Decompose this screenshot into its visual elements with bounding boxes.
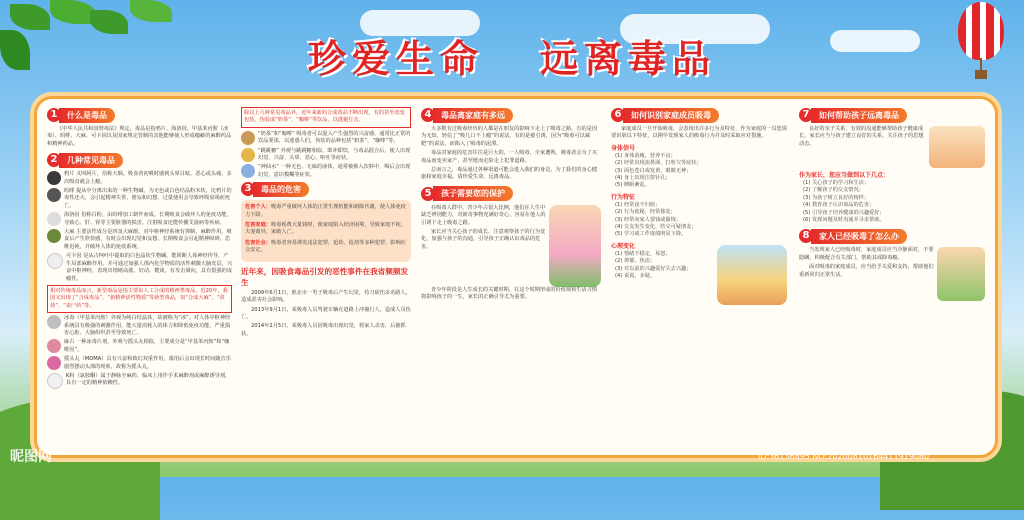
ecstasy-icon bbox=[47, 356, 61, 370]
drug-text: “神仙水” 一种无色、无味的液体，通常被掺入饮料中，喝后会出现幻觉、意识模糊等症状。 bbox=[258, 164, 411, 178]
title-part-2: 远离毒品 bbox=[540, 37, 717, 81]
section-title: 什么是毒品 bbox=[59, 108, 115, 123]
section-4 bbox=[421, 107, 601, 182]
list-item: (3) 经常向家人要钱或偷钱； bbox=[615, 216, 682, 223]
harm-head: 危害社会： bbox=[245, 239, 271, 246]
heroin-icon bbox=[47, 212, 61, 226]
section-header bbox=[611, 107, 787, 123]
section-text: 毒品对家庭的危害往往是巨大的，一人吸毒，全家遭殃，吸毒者会为了买毒品而变卖家产，甚至铤而走险走上犯罪道路。 bbox=[421, 150, 598, 164]
section-body bbox=[799, 247, 985, 301]
group-heading: 作为家长，您应当做到以下几点： bbox=[799, 172, 890, 179]
group-heading: 行为特征 bbox=[611, 193, 636, 201]
section-number: 7 bbox=[799, 108, 813, 122]
drug-item bbox=[47, 253, 232, 283]
drug-text: 大麻 主要活性成分是四氢大麻酚，对中枢神经系统有抑制、麻醉作用，吸食后产生欣快感，有时会出现幻觉和妄想，长期吸食会引起精神障碍、思维迟钝，并破坏人体的免疫系统。 bbox=[64, 229, 232, 250]
group-row bbox=[611, 239, 787, 305]
new-drugs-note: 相对传统毒品而言，新型毒品是指主要由人工合成的精神类毒品，近20年，我国又出现了“合成毒品”、“新精神活性物质”等新型毒品，如“合成大麻”、“浴盐”、“丧尸药”等。 bbox=[47, 285, 232, 313]
section-text: 良好的亲子关系、有效的沟通能够帮助孩子健康成长，家长应当与孩子建立良好的关系，关注孩子的思想动态。 bbox=[799, 126, 924, 147]
list-item: (1) 身体消瘦，营养不良； bbox=[615, 152, 676, 159]
group-heading: 心理变化 bbox=[611, 242, 636, 250]
drug-item bbox=[47, 188, 232, 210]
section-number: 1 bbox=[47, 108, 61, 122]
watermark-id: ID:36136895 NO:20200810164411919080 bbox=[758, 452, 930, 461]
section-text: 面对吸毒的家庭成员，应当给予关爱和支持，帮助他们重新回归正常生活。 bbox=[799, 264, 934, 278]
drug-text: 鸦片 又叫阿片，俗称大烟。吸食者初吸时感到头晕目眩、恶心或头痛，多次吸食就会上瘾。 bbox=[64, 171, 232, 185]
column-2 bbox=[241, 107, 411, 447]
section-title: 如何识别家庭成员吸毒 bbox=[623, 108, 719, 123]
section-text: 总而言之，毒品通过各种渠道可能会进入我们的身边，为了我们的身心健康和家庭幸福，请珍爱生命，远离毒品。 bbox=[421, 167, 598, 181]
section-text-block bbox=[421, 205, 546, 287]
drug-item bbox=[241, 164, 411, 179]
drug-item bbox=[47, 373, 232, 389]
opium-icon bbox=[47, 171, 61, 185]
title-part-1: 珍爱生命 bbox=[307, 37, 484, 81]
mother-child-illustration bbox=[549, 205, 601, 287]
section-header bbox=[421, 107, 601, 123]
harm-head: 危害个人： bbox=[245, 204, 271, 211]
drug-item bbox=[47, 315, 232, 337]
list-item: (5) 睡眠紊乱。 bbox=[615, 182, 650, 189]
section-title: 孩子需要您的保护 bbox=[433, 186, 513, 201]
content-board bbox=[34, 96, 998, 458]
section-text: 当发现家人已经吸毒时，家庭成员应当冷静面对，不要隐瞒，积极配合有关部门，帮助其戒除毒瘾。 bbox=[799, 247, 934, 261]
section-6 bbox=[611, 107, 787, 305]
drug-item bbox=[241, 131, 411, 146]
drug-item bbox=[47, 212, 232, 227]
drug-text: “奶茶”和“咖啡” 吸毒者可以混入产生强烈的兴奋感，通常比正常的饮品要浓，以迷惑人们，伪装的品种包括“奶茶”，“咖啡”等。 bbox=[258, 130, 411, 145]
section-number: 8 bbox=[799, 229, 813, 243]
section-number: 2 bbox=[47, 153, 61, 167]
list-item: (2) 行为诡秘，经常独处； bbox=[615, 209, 676, 216]
list-item: (1) 经常夜不归宿； bbox=[615, 201, 661, 208]
morphine-icon bbox=[47, 188, 61, 202]
section-number: 3 bbox=[241, 182, 255, 196]
disguised-drugs-note: 除以上几种常见毒品外，近年来新的合成毒品不断出现，有的甚至改变包装，伪装成“奶茶”、“咖啡”等饮品，以逃避打击。 bbox=[241, 107, 411, 128]
section-header bbox=[241, 181, 411, 197]
drug-text: 冰毒（甲基苯丙胺）外观为纯白结晶体，故被称为“冰”。对人体中枢神经系统具有极强的刺激作用，能大量消耗人的体力和降低免疫功能，严重损害心脏、大脑组织甚至导致死亡。 bbox=[64, 315, 231, 336]
section-7 bbox=[799, 107, 985, 224]
list-item: (4) 交友发生变化，结交可疑朋友； bbox=[615, 224, 697, 231]
drug-text: “跳跳糖” 外观与跳跳糖相似，即冲即饮，与毒品混合后，使人出现幻觉、兴奋、头晕、恶心、呕吐等症状。 bbox=[258, 147, 411, 162]
section-8 bbox=[799, 228, 985, 301]
list-item: (5) 学习或工作成绩明显下降。 bbox=[615, 231, 687, 238]
magu-icon bbox=[47, 339, 61, 353]
section-text: 《中华人民共和国禁毒法》规定，毒品是指鸦片、海洛因、甲基苯丙胺（冰毒）、吗啡、大麻、可卡因以及国家规定管制的其他能够使人形成瘾癖的麻醉药品和精神药品。 bbox=[47, 126, 232, 147]
section-number: 4 bbox=[421, 108, 435, 122]
parent-child-illustration bbox=[929, 126, 985, 168]
section-1 bbox=[47, 107, 232, 148]
harm-item bbox=[245, 240, 407, 255]
drug-text: 摇头丸（MDMA）具有兴奋和致幻双重作用，滥用后会出现长时间随音乐剧烈摆动头部的现象，故称为摇头丸。 bbox=[64, 356, 231, 370]
column-1 bbox=[47, 107, 232, 447]
drug-item bbox=[47, 356, 232, 371]
cocaine-icon bbox=[47, 253, 63, 269]
section-number: 6 bbox=[611, 108, 625, 122]
cannabis-icon bbox=[47, 229, 61, 243]
section-header bbox=[47, 107, 232, 123]
section-header bbox=[799, 107, 985, 123]
list-item: (1) 情绪不稳定，易怒； bbox=[615, 250, 671, 257]
list-item: (4) 说谎、多疑。 bbox=[615, 273, 656, 280]
drug-item bbox=[47, 339, 232, 354]
drug-text: 麻古 一种冰毒片剂，外观与摇头丸相似，主要成分是“甲基苯丙胺”和“咖啡因”。 bbox=[64, 339, 230, 353]
section-text: 家长应当关心孩子的成长，注意观察孩子的行为变化，加强与孩子的沟通，引导孩子正确认识毒品的危害。 bbox=[421, 229, 546, 250]
column-3 bbox=[421, 107, 601, 447]
section-2 bbox=[47, 152, 232, 389]
drug-item bbox=[47, 171, 232, 186]
drug-text: K粉（氯胺酮）属于静脉全麻药，临床上用作手术麻醉剂或麻醉诱导剂，具有一定的精神依赖性。 bbox=[66, 372, 231, 387]
list-item: (6) 发现问题及时沟通并寻求帮助。 bbox=[803, 217, 885, 224]
tree-leaf bbox=[10, 4, 50, 30]
harm-text: 吸毒者容易诱发违法犯罪，抢劫、抢劫等多种犯罪，影响社会安定。 bbox=[245, 239, 406, 254]
milk-tea-icon bbox=[241, 131, 255, 145]
section-number: 5 bbox=[421, 187, 435, 201]
news-text: 2013年9月1日，某吸毒人员驾驶车辆在道路上冲撞行人，造成人员伤亡。 bbox=[241, 306, 411, 320]
section-header bbox=[47, 152, 232, 168]
section-text: 家庭成员一旦开始吸毒，会表现出许多行为及特征，作为家庭的一员您需要识别以下特征，以期早发现家人的吸毒行为并及时采取应对措施。 bbox=[611, 126, 787, 140]
news-heading: 近年来，因吸食毒品引发的恶性事件在我省频频发生 bbox=[241, 266, 409, 287]
drug-item bbox=[241, 148, 411, 163]
section-3 bbox=[241, 181, 411, 261]
drug-text: 海洛因 俗称白粉，由吗啡加工制作而成。长期吸食会破坏人的免疫功能，导致心、肝、肾等主要脏器的损害。注射吸食还能传播艾滋病等疾病。 bbox=[64, 212, 232, 226]
list-item: (2) 抑郁、焦虑； bbox=[615, 258, 656, 265]
section-text-block bbox=[799, 247, 934, 301]
harm-item bbox=[245, 222, 407, 237]
list-item: (2) 经常出现流鼻涕、打哈欠等症状； bbox=[615, 160, 702, 167]
list-item: (4) 身上出现注射针孔； bbox=[615, 175, 671, 182]
harm-text: 吸毒耗费大量钱财，使家庭陷入经济困境，导致家庭不和，夫妻离异，家破人亡。 bbox=[245, 222, 406, 236]
news-text: 2009年6月1日，淮北市一男子吸毒后产生幻觉，持刀砍伤多名路人，造成恶劣社会影响。 bbox=[241, 289, 411, 304]
tree-leaf bbox=[130, 0, 172, 22]
section-title: 毒品的危害 bbox=[253, 182, 309, 197]
list-item: (1) 关心孩子的学习和生活； bbox=[803, 180, 870, 186]
harm-item bbox=[245, 204, 407, 219]
list-item: (3) 面色苍白或发黄，眼睛无神； bbox=[615, 167, 692, 174]
section-title: 毒品离家庭有多远 bbox=[433, 108, 513, 123]
harm-head: 危害家庭： bbox=[245, 222, 271, 229]
watermark-logo: 昵图网 bbox=[10, 449, 52, 465]
section-header bbox=[799, 228, 985, 244]
family-illustration bbox=[937, 247, 985, 301]
poster-title bbox=[0, 28, 1024, 83]
harm-text: 吸毒严重破坏人体的正常生理机能和新陈代谢，使人体免疫力下降。 bbox=[245, 204, 406, 218]
drug-text: 可卡因 是从古柯叶中提取的白色晶状生物碱，能阻断人体神经传导，产生局部麻醉作用，并可通过加强人体内化学物质的活性刺激大脑皮层，兴奋中枢神经，表现出情绪高涨、好动、健谈，有攻击倾向，具有很强的成瘾性。 bbox=[66, 253, 232, 282]
bottle-icon bbox=[241, 164, 255, 178]
section-title: 几种常见毒品 bbox=[59, 153, 123, 168]
column-4 bbox=[611, 107, 787, 447]
section-title: 家人已经吸毒了怎么办 bbox=[811, 229, 907, 244]
section-text: 青少年阶段是人生成长的关键时期，在这个时期形成的价值观和生活习惯将影响孩子的一生，家长的正确引导尤为重要。 bbox=[421, 286, 598, 301]
section-body bbox=[799, 126, 985, 168]
section-title: 如何帮助孩子远离毒品 bbox=[811, 108, 907, 123]
section-body bbox=[421, 205, 601, 287]
section-5 bbox=[421, 186, 601, 302]
column-5 bbox=[799, 107, 985, 447]
group-heading: 身体信号 bbox=[611, 144, 636, 152]
list-item: (3) 为孩子树立良好的榜样； bbox=[803, 194, 870, 201]
harm-box bbox=[241, 200, 411, 261]
ice-icon bbox=[47, 315, 61, 329]
list-item: (2) 了解孩子的交友情况； bbox=[803, 187, 864, 194]
news-text: 2014年2月5日，某吸毒人员因吸毒出现幻觉，将家人杀害，后被抓获。 bbox=[241, 323, 406, 337]
section-text: 大多数有过吸毒经历的人都是在朋友的影响下走上了吸毒之路，有的是因为无知，轻信了“吸几口不上瘾”的说法，有的是被引诱，因为“吸毒可以减肥”的说法，而陷入了吸毒的泥潭。 bbox=[421, 126, 598, 147]
candy-icon bbox=[241, 148, 255, 162]
drug-item bbox=[47, 229, 232, 251]
drug-text: 吗啡 提从中分离出来的一种生物碱，为无色或白色结晶粉末状，比鸦片的毒性还大，会引起精神失常、谵妄和幻想，过量使用会导致呼吸衰竭而死亡。 bbox=[64, 188, 232, 209]
ketamine-icon bbox=[47, 373, 63, 389]
list-item: (3) 对以前的兴趣爱好失去兴趣； bbox=[615, 265, 692, 272]
section-text: 在吸毒人群中，青少年占很大比例，他们在人生中缺乏辨别能力，对新奇事物充满好奇心，容易在他人的引诱下走上吸毒之路。 bbox=[421, 204, 546, 226]
group-block bbox=[611, 239, 717, 305]
list-item: (5) 引导孩子培养健康的兴趣爱好； bbox=[803, 209, 885, 216]
section-header bbox=[421, 186, 601, 202]
list-item: (4) 教育孩子认识毒品的危害； bbox=[803, 202, 875, 209]
family-book-illustration bbox=[717, 245, 787, 305]
